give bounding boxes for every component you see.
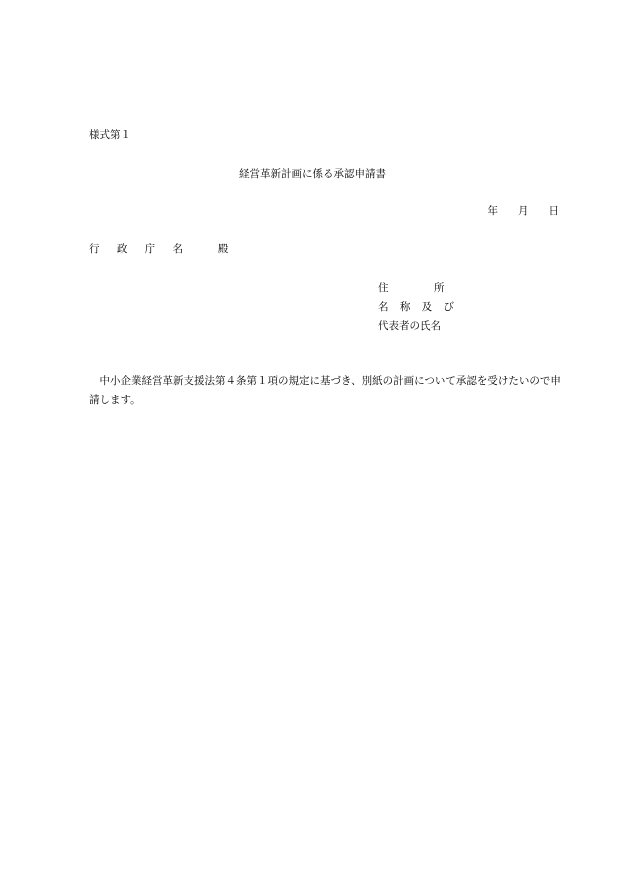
- applicant-block: [378, 279, 458, 336]
- month-label: 月: [518, 205, 529, 217]
- form-number: 様式第１: [89, 129, 131, 141]
- address-label-first: 住: [378, 282, 389, 294]
- address-label-second: 所: [434, 282, 445, 294]
- year-label: 年: [487, 205, 498, 217]
- representative-label: 代表者の氏名: [378, 320, 441, 332]
- day-label: 日: [548, 205, 559, 217]
- addressee: 行 政 庁 名 殿: [89, 243, 236, 255]
- document-title: 経営革新計画に係る承認申請書: [239, 168, 386, 180]
- body-paragraph: 中小企業経営革新支援法第４条第１項の規定に基づき、別紙の計画について承認を受けたいので申請します。: [89, 375, 561, 406]
- date-line: [488, 203, 560, 218]
- name-label: 名 称 及 び: [378, 301, 459, 313]
- address-label: [378, 279, 458, 298]
